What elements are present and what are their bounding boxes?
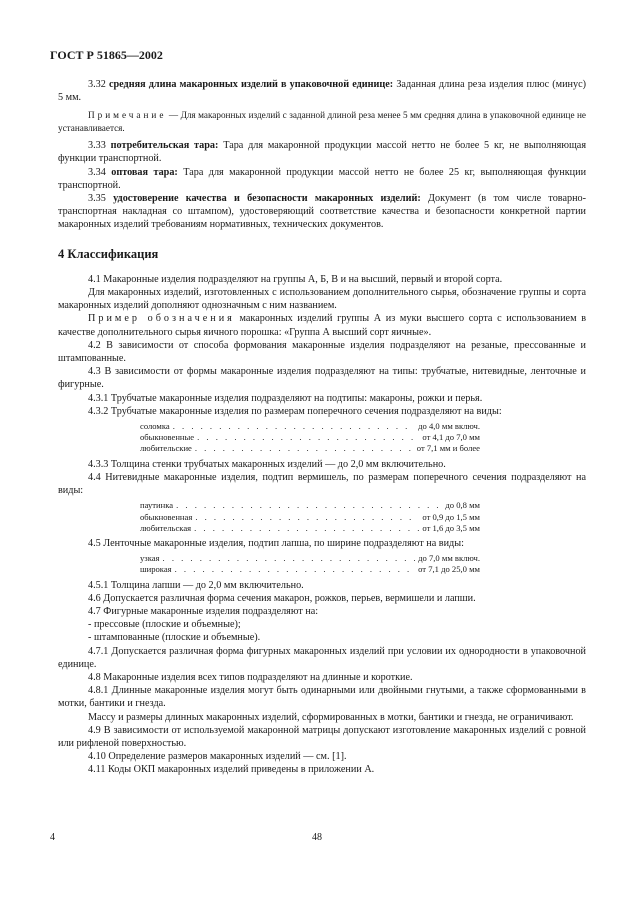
vermicelli-sizes-table	[140, 500, 586, 534]
note: Примечание — Для макаронных изделий с заданной длиной реза менее 5 мм средняя длина в упаковочной единице не устанавливается.	[58, 110, 586, 133]
para-4-8: 4.8 Макаронные изделия всех типов подразделяют на длинные и короткие.	[88, 671, 413, 683]
term-3-35: 3.35 удостоверение качества и безопасности макаронных изделий: Документ (в том числе товарно-транспортная накладная со штампом), удостоверяющий соответствие качества и безопасности конкретной партии макаронных изделий требованиям нормативных, технических документов.	[58, 193, 587, 231]
page-content	[58, 78, 586, 777]
para-4-3-3: 4.3.3 Толщина стенки трубчатых макаронных изделий — до 2,0 мм включительно.	[88, 458, 446, 470]
section-title: 4 Классификация	[58, 246, 159, 261]
para-4-6: 4.6 Допускается различная форма сечения макарон, рожков, перьев, вермишели и лапши.	[88, 592, 476, 604]
para-4-9: 4.9 В зависимости от используемой макаронной матрицы допускают изготовление макаронных изделий с ровной или рифленой поверхностью.	[58, 724, 586, 749]
table-row: любительская . . . от 1,6 до 3,5 мм	[140, 523, 480, 534]
table-row: соломка . . . до 4,0 мм включ.	[140, 421, 480, 432]
example: Пример обозначения макаронных изделий группы А из муки высшего сорта с использованием в качестве дополнительного сырья яичного порошка: «Группа А высший сорт яичные».	[58, 313, 586, 338]
term-3-33: 3.33 потребительская тара: Тара для макаронной продукции массой нетто не более 5 кг, не выполняющая функции транспортной.	[58, 140, 587, 165]
para-4-5-1: 4.5.1 Толщина лапши — до 2,0 мм включительно.	[88, 579, 304, 591]
para-4-1-b: Для макаронных изделий, изготовленных с использованием дополнительного сырья, обозначение группы и сорта макаронных изделий дополняют однозначным с ним названием.	[58, 287, 586, 312]
page-number: 4	[50, 832, 55, 843]
para-4-1: 4.1 Макаронные изделия подразделяют на группы А, Б, В и на высший, первый и второй сорта.	[88, 273, 503, 285]
para-4-3-1: 4.3.1 Трубчатые макаронные изделия подразделяют на подтипы: макароны, рожки и перья.	[88, 392, 483, 404]
para-4-4: 4.4 Нитевидные макаронные изделия, подтип вермишель, по размерам поперечного сечения подразделяют на виды:	[58, 471, 586, 497]
term-3-32: 3.32 средняя длина макаронных изделий в упаковочной единице: Заданная длина реза изделия плюс (минус) 5 мм.	[58, 79, 587, 104]
noodle-sizes-table	[140, 553, 586, 575]
table-row: любительские . . . от 7,1 мм и более	[140, 443, 480, 454]
para-4-10: 4.10 Определение размеров макаронных изделий — см. [1].	[88, 751, 347, 763]
sheet-number: 48	[312, 832, 322, 843]
para-4-8-1: 4.8.1 Длинные макаронные изделия могут быть одинарными или двойными гнутыми, а также сформованными в мотки, бантики и гнезда.	[58, 685, 586, 710]
tube-sizes-table	[140, 421, 586, 455]
term-3-34: 3.34 оптовая тара: Тара для макаронной продукции массой нетто не более 25 кг, выполняющая функции транспортной.	[58, 166, 587, 191]
para-4-3: 4.3 В зависимости от формы макаронные изделия подразделяют на типы: трубчатые, нитевидные, ленточные и фигурные.	[58, 366, 586, 391]
para-4-8-1-b: Массу и размеры длинных макаронных изделий, сформированных в мотки, бантики и гнезда, не ограничивают.	[88, 711, 574, 723]
table-row: широкая . . . от 7,1 до 25,0 мм	[140, 564, 480, 575]
para-4-7-b: - штампованные (плоские и объемные).	[88, 632, 261, 644]
para-4-5: 4.5 Ленточные макаронные изделия, подтип лапша, по ширине подразделяют на виды:	[88, 537, 464, 549]
document-code: ГОСТ Р 51865—2002	[50, 48, 163, 62]
para-4-7-a: - прессовые (плоские и объемные);	[88, 619, 241, 631]
table-row: паутинка . . . до 0,8 мм	[140, 500, 480, 511]
para-4-11: 4.11 Коды ОКП макаронных изделий приведены в приложении А.	[88, 764, 375, 776]
para-4-7: 4.7 Фигурные макаронные изделия подразделяют на:	[88, 605, 319, 617]
para-4-7-1: 4.7.1 Допускается различная форма фигурных макаронных изделий при условии их однородности в упаковочной единице.	[58, 645, 586, 670]
para-4-2: 4.2 В зависимости от способа формования макаронные изделия подразделяют на резаные, прессованные и штампованные.	[58, 339, 586, 365]
table-row: узкая . . . до 7,0 мм включ.	[140, 553, 480, 564]
table-row: обыкновенная . . . от 0,9 до 1,5 мм	[140, 512, 480, 523]
table-row: обыкновенные . . . от 4,1 до 7,0 мм	[140, 432, 480, 443]
para-4-3-2: 4.3.2 Трубчатые макаронные изделия по размерам поперечного сечения подразделяют на виды:	[88, 405, 502, 417]
